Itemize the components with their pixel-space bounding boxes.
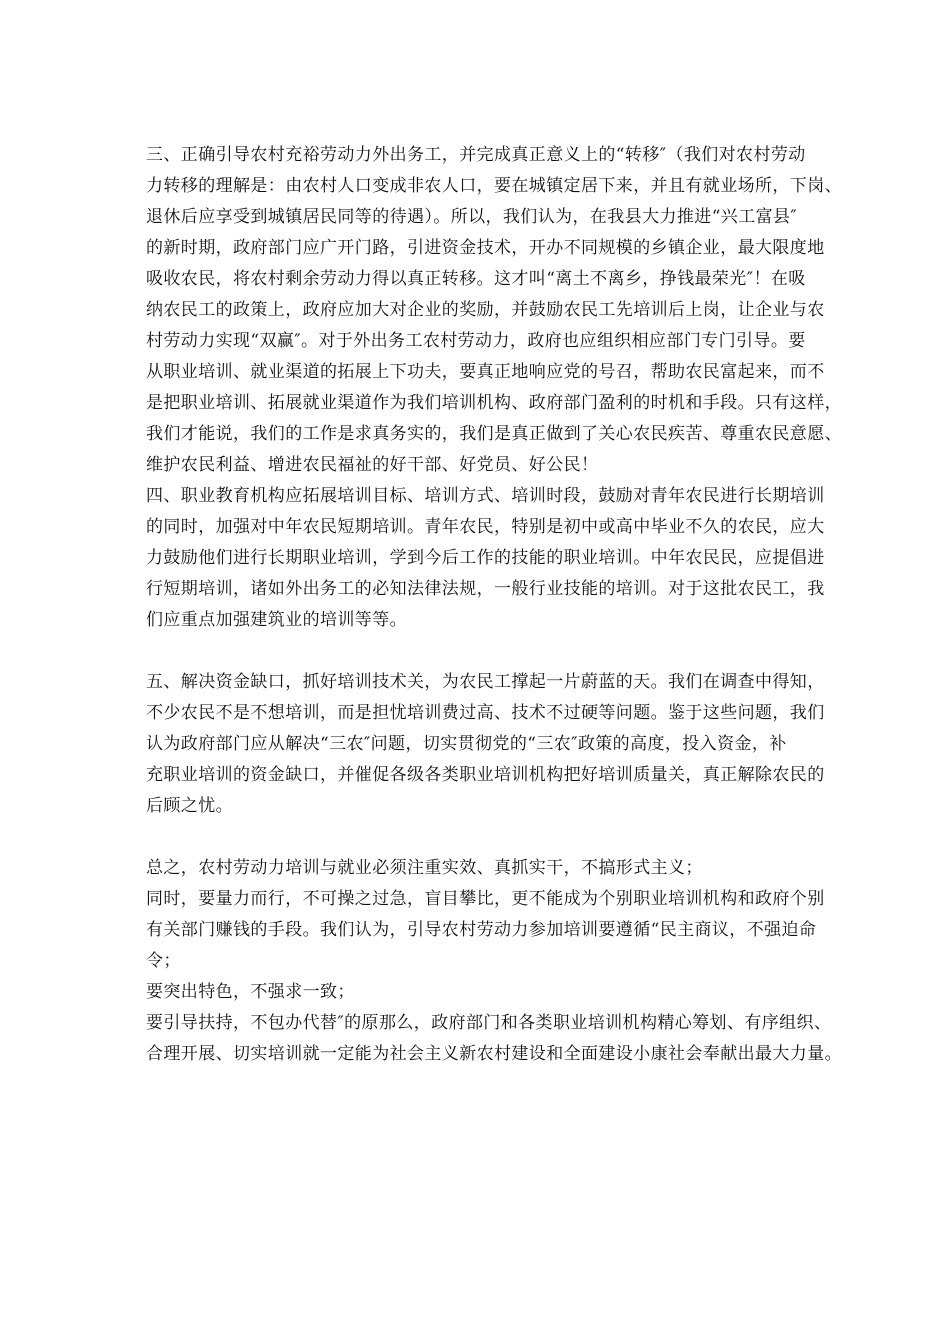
text-line: 从职业培训、就业渠道的拓展上下功夫，要真正地响应党的号召，帮助农民富起来，而不 bbox=[146, 362, 825, 382]
blank-line bbox=[146, 636, 810, 667]
blank-line bbox=[146, 822, 810, 853]
text-line: 认为政府部门应从解决“三农″问题，切实贯彻党的“三农″政策的高度，投入资金，补 bbox=[146, 734, 787, 754]
text-line: 有关部门赚钱的手段。我们认为，引导农村劳动力参加培训要遵循“民主商议，不强迫命 bbox=[146, 920, 817, 940]
text-line: 三、正确引导农村充裕劳动力外出务工，并完成真正意义上的“转移″（我们对农村劳动 bbox=[146, 145, 806, 165]
text-line: 纳农民工的政策上，政府应加大对企业的奖励，并鼓励农民工先培训后上岗，让企业与农 bbox=[146, 300, 825, 320]
document-page bbox=[146, 140, 842, 1070]
text-line: 要引导扶持，不包办代替″的原那么，政府部门和各类职业培训机构精心筹划、有序组织、 bbox=[146, 1013, 832, 1033]
text-line: 村劳动力实现“双赢″。对于外出务工农村劳动力，政府也应组织相应部门专门引导。要 bbox=[146, 331, 806, 351]
text-line: 后顾之忧。 bbox=[146, 796, 233, 816]
section-4 bbox=[146, 481, 825, 636]
text-line: 不少农民不是不想培训，而是担忧培训费过高、技术不过硬等问题。鉴于这些问题，我们 bbox=[146, 703, 825, 723]
text-line: 四、职业教育机构应拓展培训目标、培训方式、培训时段，鼓励对青年农民进行长期培训 bbox=[146, 486, 825, 506]
text-line: 维护农民利益、增进农民福祉的好干部、好党员、好公民！ bbox=[146, 455, 599, 475]
text-line: 的新时期，政府部门应广开门路，引进资金技术，开办不同规模的乡镇企业，最大限度地 bbox=[146, 238, 825, 258]
section-5 bbox=[146, 667, 825, 822]
text-line: 行短期培训，诸如外出务工的必知法律法规，一般行业技能的培训。对于这批农民工，我 bbox=[146, 579, 825, 599]
text-line: 合理开展、切实培训就一定能为社会主义新农村建设和全面建设小康社会奉献出最大力量。 bbox=[146, 1044, 842, 1064]
text-line: 吸收农民，将农村剩余劳动力得以真正转移。这才叫“离土不离乡，挣钱最荣光″！在吸 bbox=[146, 269, 806, 289]
text-line: 们应重点加强建筑业的培训等等。 bbox=[146, 610, 407, 630]
text-line: 力鼓励他们进行长期职业培训，学到今后工作的技能的职业培训。中年农民民，应提倡进 bbox=[146, 548, 825, 568]
text-line: 退休后应享受到城镇居民同等的待遇）。所以，我们认为，在我县大力推进“兴工富县″ bbox=[146, 207, 798, 227]
text-line: 令； bbox=[146, 951, 181, 971]
text-line: 的同时，加强对中年农民短期培训。青年农民，特别是初中或高中毕业不久的农民，应大 bbox=[146, 517, 825, 537]
text-line: 是把职业培训、拓展就业渠道作为我们培训机构、政府部门盈利的时机和手段。只有这样， bbox=[146, 393, 842, 413]
text-line: 力转移的理解是：由农村人口变成非农人口，要在城镇定居下来，并且有就业场所，下岗、 bbox=[146, 176, 842, 196]
text-line: 五、解决资金缺口，抓好培训技术关，为农民工撑起一片蔚蓝的天。我们在调查中得知， bbox=[146, 672, 825, 692]
text-line: 充职业培训的资金缺口，并催促各级各类职业培训机构把好培训质量关，真正解除农民的 bbox=[146, 765, 825, 785]
text-line: 同时，要量力而行，不可操之过急，盲目攀比，更不能成为个别职业培训机构和政府个别 bbox=[146, 889, 825, 909]
text-line: 总之，农村劳动力培训与就业必须注重实效、真抓实干，不搞形式主义； bbox=[146, 858, 703, 878]
text-line: 要突出特色，不强求一致； bbox=[146, 982, 355, 1002]
section-3 bbox=[146, 140, 842, 481]
conclusion bbox=[146, 853, 842, 1070]
text-line: 我们才能说，我们的工作是求真务实的，我们是真正做到了关心农民疾苦、尊重农民意愿、 bbox=[146, 424, 842, 444]
